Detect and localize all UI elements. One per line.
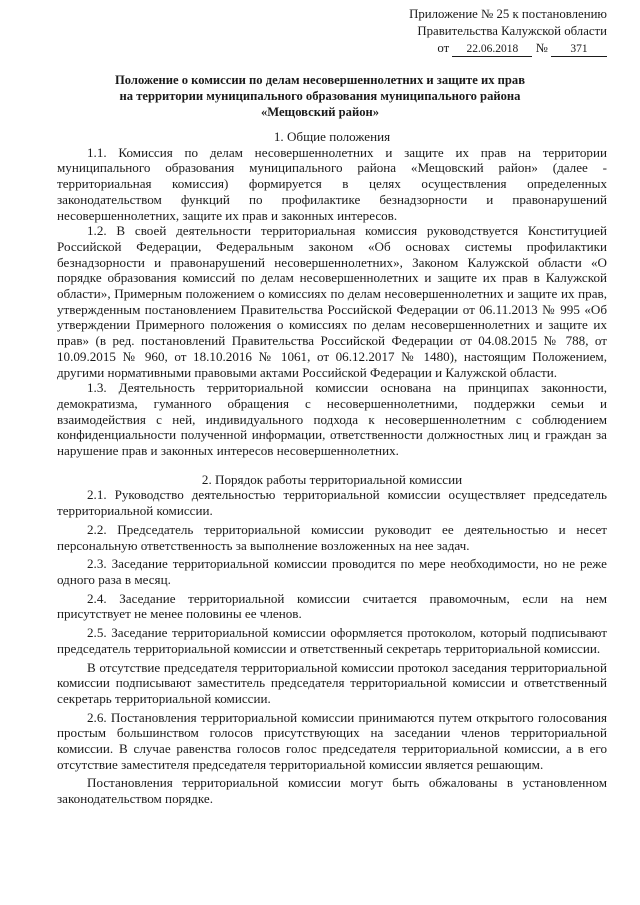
annex-line-1: Приложение № 25 к постановлению bbox=[409, 7, 607, 21]
section-2-heading: 2. Порядок работы территориальной комиссии bbox=[201, 471, 463, 487]
title-line-3: «Мещовский район» bbox=[260, 105, 380, 119]
paragraph-2-5: 2.5. Заседание территориальной комиссии оформляется протоколом, который подписывают председатель территориальной комиссии и ответственный секретарь территориальной комиссии. bbox=[57, 625, 607, 656]
annex-line-2: Правительства Калужской области bbox=[417, 24, 607, 38]
paragraph-2-1: 2.1. Руководство деятельностью территориальной комиссии осуществляет председатель территориальной комиссии. bbox=[57, 487, 607, 519]
annex-number: 371 bbox=[551, 42, 607, 57]
document-title bbox=[60, 72, 580, 120]
paragraph-2-6: 2.6. Постановления территориальной комиссии принимаются путем открытого голосования простым большинством голосов присутствующих на заседании членов территориальной комиссии. В случае равенства голосов голос председателя территориальной комиссии, а в его отсутствие заместителя председателя территориальной комиссии является решающим. bbox=[57, 709, 607, 772]
paragraph-2-2: 2.2. Председатель территориальной комиссии руководит ее деятельностью и несет персональную ответственность за выполнение возложенных на нее задач. bbox=[57, 521, 607, 553]
annex-date: 22.06.2018 bbox=[452, 42, 532, 57]
annex-from-label: от bbox=[437, 41, 450, 55]
paragraph-2-6-continued: Постановления территориальной комиссии могут быть обжалованы в установленном законодательством порядке. bbox=[57, 775, 607, 807]
annex-number-label: № bbox=[535, 41, 548, 55]
paragraph-1-2: 1.2. В своей деятельности территориальная комиссия руководствуется Конституцией Российской Федерации, Федеральным законом «Об основах системы профилактики безнадзорности и правонарушений несовершеннолетних», Законом Калужской области «О порядке образования комиссий по делам несовершеннолетних и защите их прав в Калужской области», Примерным положением о комиссиях по делам несовершеннолетних и защите их прав, утвержденным постановлением Правительства Российской Федерации от 06.11.2013 № 995 «Об утверждении Примерного положения о комиссиях по делам несовершеннолетних и защите их прав» (в ред. постановлений Правительства Российской Федерации от 04.08.2015 № 788, от 10.09.2015 № 960, от 18.10.2016 № 1061, от 06.12.2017 № 1480), настоящим Положением, другими нормативными правовыми актами Российской Федерации и Калужской области. bbox=[57, 223, 607, 380]
annex-reference bbox=[367, 40, 607, 57]
paragraph-2-5-continued: В отсутствие председателя территориальной комиссии протокол заседания территориальной комиссии подписывают заместитель председателя территориальной комиссии и ответственный секретарь территориальной комиссии. bbox=[57, 659, 607, 706]
title-line-1: Положение о комиссии по делам несовершеннолетних и защите их прав bbox=[114, 73, 526, 87]
annex-block bbox=[367, 6, 607, 57]
paragraph-2-4: 2.4. Заседание территориальной комиссии считается правомочным, если на нем присутствует не менее половины ее членов. bbox=[57, 590, 607, 622]
title-line-2: на территории муниципального образования муниципального района bbox=[119, 89, 521, 103]
paragraph-1-3: 1.3. Деятельность территориальной комиссии основана на принципах законности, демократизма, гуманного обращения с несовершеннолетними, поддержки семьи и взаимодействия с ней, индивидуального подхода к несовершеннолетним с соблюдением конфиденциальности полученной информации, ответственности должностных лиц и граждан за нарушение прав и законных интересов несовершеннолетних. bbox=[57, 380, 607, 459]
paragraph-1-1: 1.1. Комиссия по делам несовершеннолетних и защите их прав на территории муниципального образования муниципального района «Мещовский район» (далее - территориальная комиссия) формируется в целях осуществления определенных законодательством функций по профилактике безнадзорности и правонарушений несовершеннолетних, защите их прав и законных интересов. bbox=[57, 144, 607, 223]
document-body bbox=[57, 129, 607, 807]
paragraph-2-3: 2.3. Заседание территориальной комиссии проводится по мере необходимости, но не реже одного раза в месяц. bbox=[57, 556, 607, 587]
section-1-heading: 1. Общие положения bbox=[273, 129, 391, 144]
